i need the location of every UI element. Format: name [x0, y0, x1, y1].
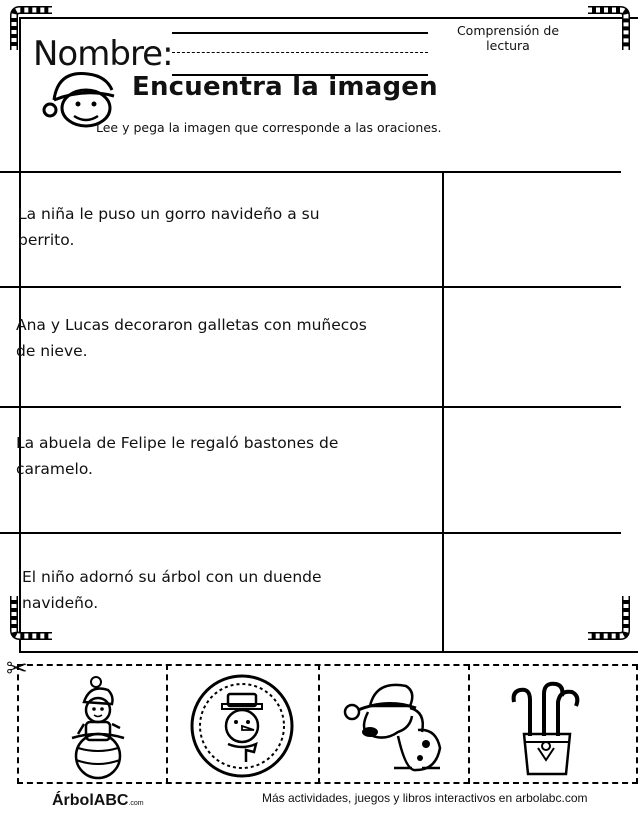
dog-with-santa-hat-icon[interactable] — [340, 672, 452, 780]
sentence-text: La niña le puso un gorro navideño a su — [18, 205, 320, 223]
paste-box[interactable] — [444, 534, 638, 651]
page-title: Encuentra la imagen — [132, 72, 438, 102]
paste-box[interactable] — [444, 288, 638, 406]
sentence-text: La abuela de Felipe le regaló bastones de — [16, 434, 339, 452]
elf-ornament-icon[interactable] — [58, 668, 148, 780]
paste-box[interactable] — [444, 173, 638, 286]
sentence-text: caramelo. — [16, 460, 93, 478]
logo-suffix: .com — [128, 800, 144, 807]
instructions: Lee y pega la imagen que corresponde a las oraciones. — [96, 120, 442, 135]
cut-divider — [318, 664, 320, 784]
sentence-text: El niño adornó su árbol con un duende — [22, 568, 322, 586]
cut-divider — [468, 664, 470, 784]
sentence-text: de nieve. — [16, 342, 88, 360]
topic-label: Comprensión de lectura — [456, 23, 560, 53]
name-label: Nombre: — [33, 34, 173, 74]
snowman-cookie-icon[interactable] — [188, 672, 296, 780]
logo-prefix: Árbol — [52, 792, 94, 809]
logo-abc: ABC — [93, 792, 129, 809]
scissors-icon: ✂ — [6, 654, 28, 684]
santa-icon — [40, 60, 130, 128]
corner-decoration-icon — [584, 6, 632, 54]
sentence-text: navideño. — [22, 594, 99, 612]
candy-canes-jar-icon[interactable] — [500, 676, 596, 778]
paste-box[interactable] — [444, 408, 638, 532]
sentence-text: Ana y Lucas decoraron galletas con muñecos — [16, 316, 367, 334]
arbolabc-logo — [52, 792, 144, 810]
footer-text: Más actividades, juegos y libros interactivos en arbolabc.com — [262, 791, 588, 805]
cut-divider — [166, 664, 168, 784]
sentence-text: perrito. — [18, 231, 75, 249]
